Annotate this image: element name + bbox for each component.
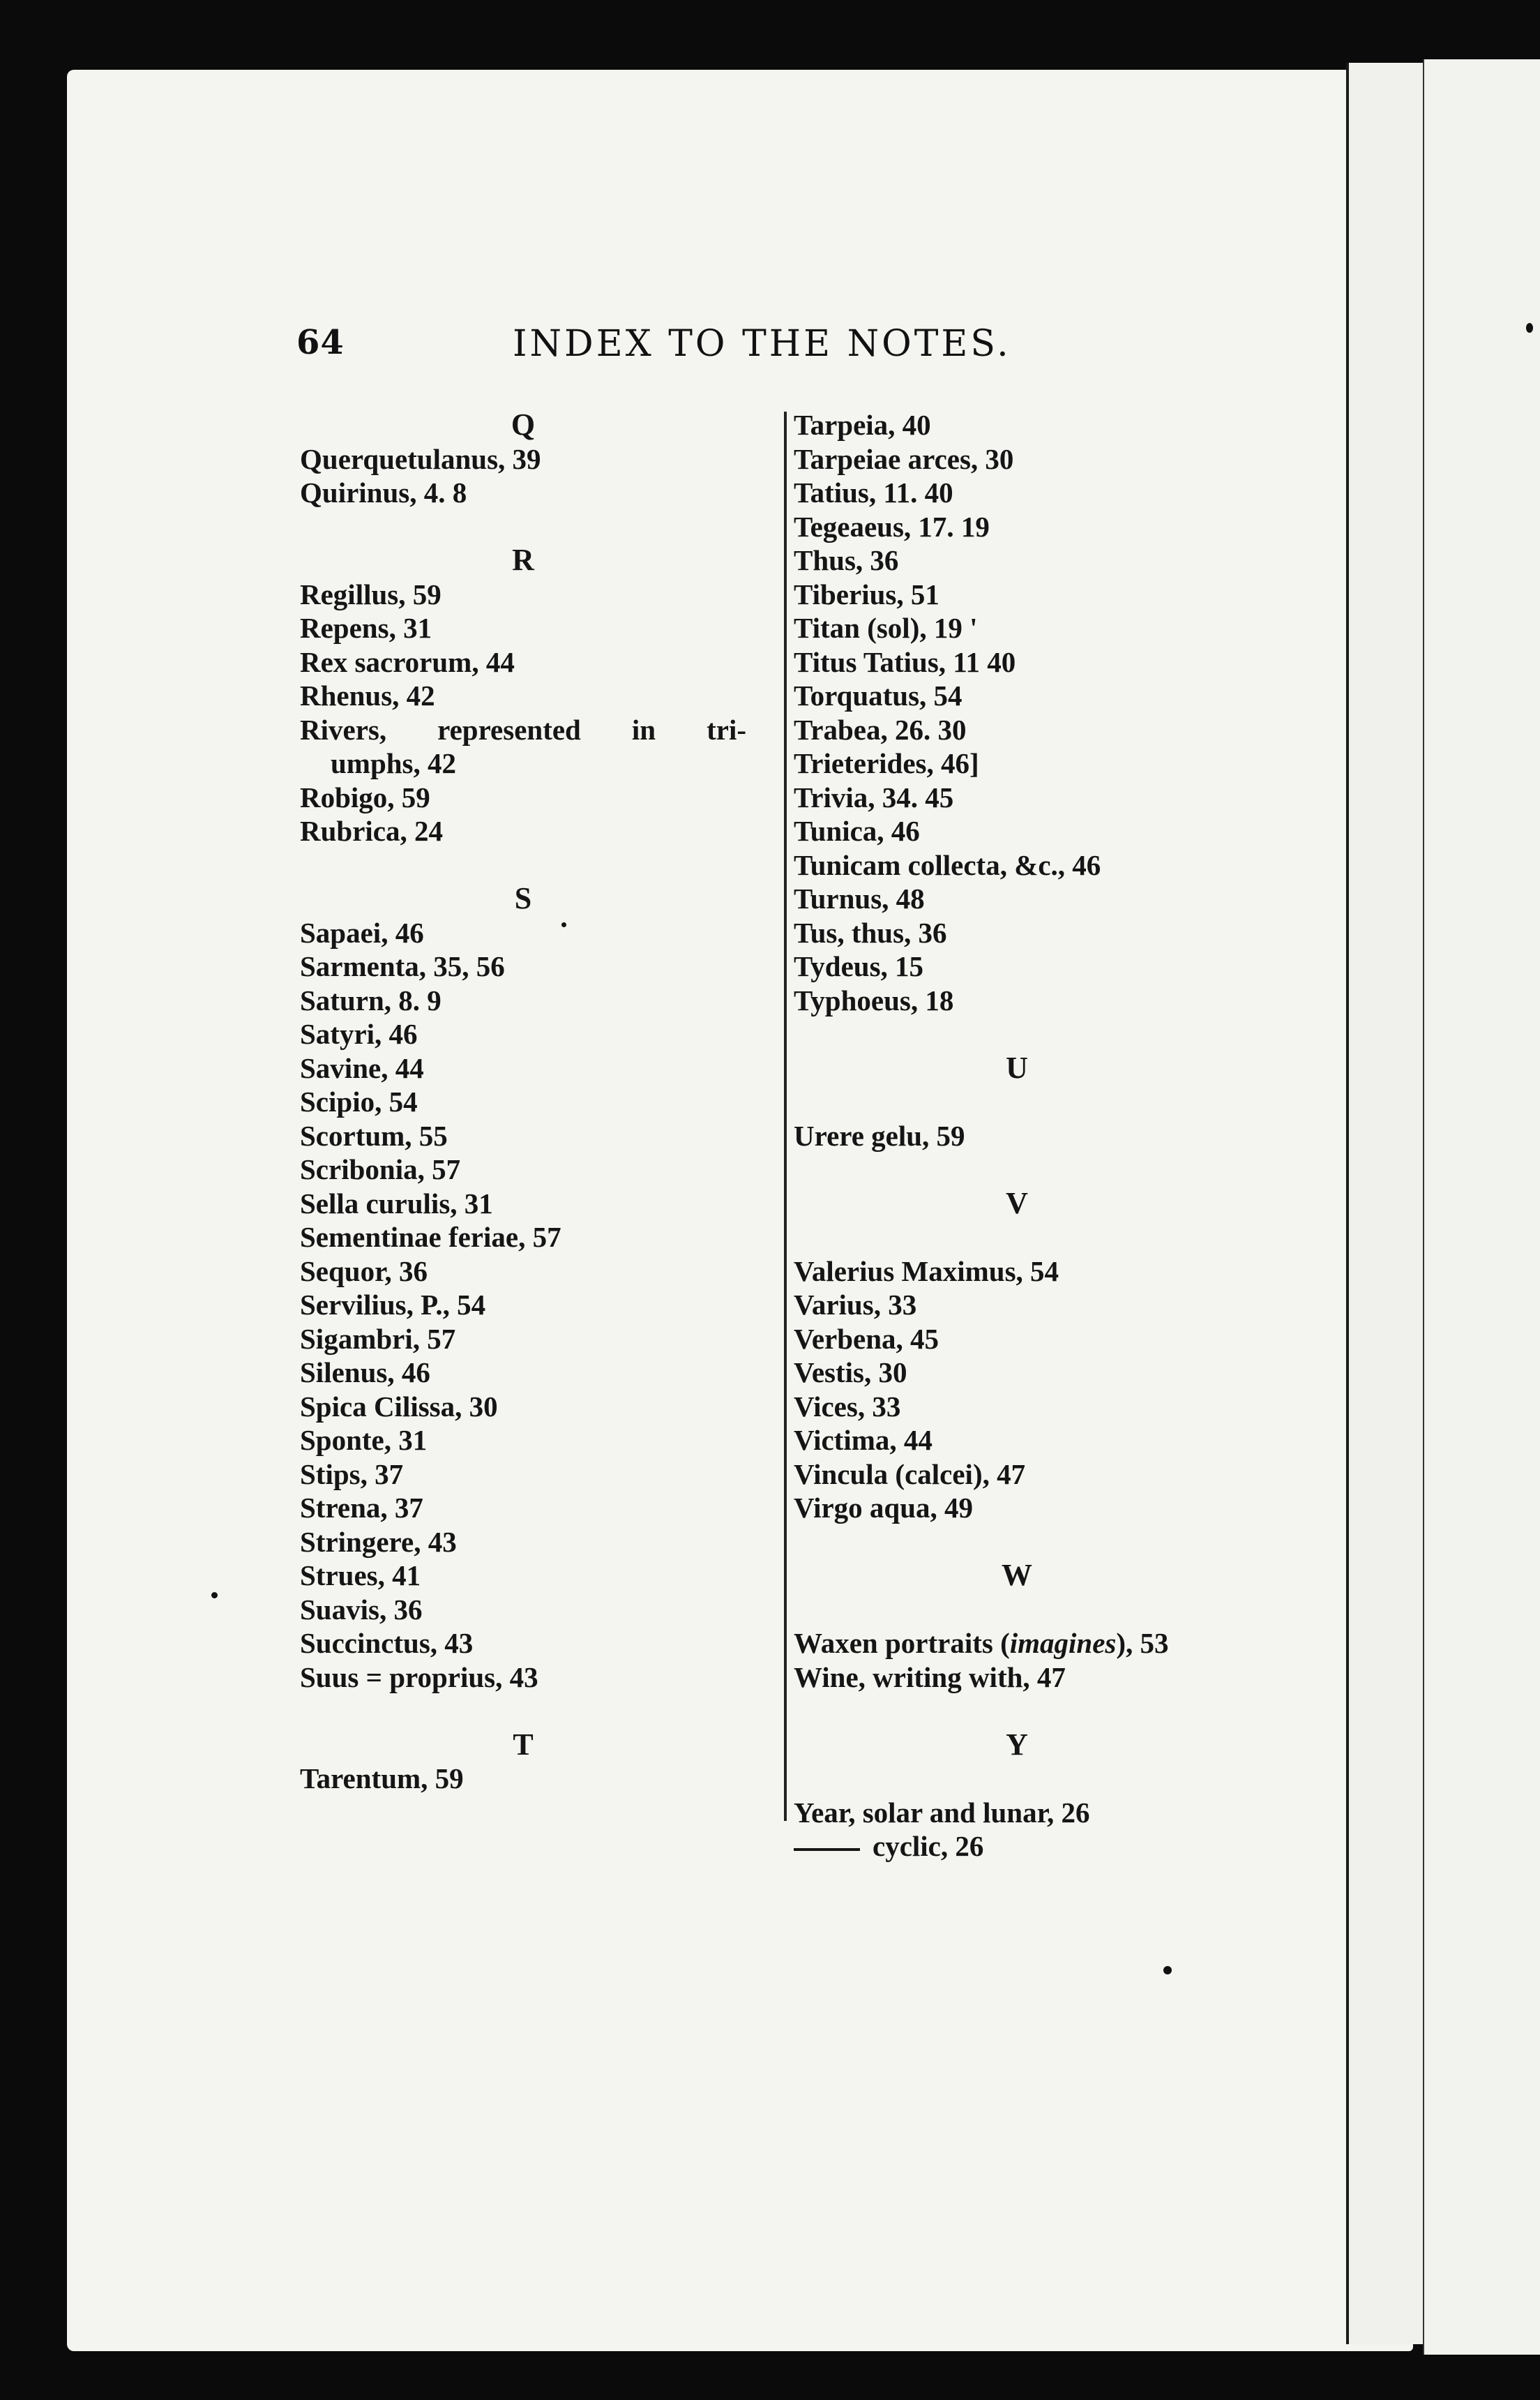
index-entry: Urere gelu, 59 xyxy=(794,1119,965,1152)
index-entry: Succinctus, 43 xyxy=(300,1627,474,1659)
index-entry: Sigambri, 57 xyxy=(300,1322,456,1355)
index-entry-waxen xyxy=(794,1626,1240,1660)
index-entry: Typhoeus, 18 xyxy=(794,984,954,1017)
index-entry: Satyri, 46 xyxy=(300,1018,418,1050)
index-entry: Scortum, 55 xyxy=(300,1119,448,1152)
index-entry: Titus Tatius, 11 40 xyxy=(794,645,1016,678)
word: tri- xyxy=(707,713,746,746)
section-letter-q: Q xyxy=(511,407,536,442)
index-entry: Robigo, 59 xyxy=(300,781,430,813)
text: cyclic, 26 xyxy=(873,1830,984,1862)
index-entry: Varius, 33 xyxy=(794,1289,917,1321)
index-entry: Sarmenta, 35, 56 xyxy=(300,950,505,982)
index-entry: Verbena, 45 xyxy=(794,1322,939,1355)
facing-page-strip xyxy=(1423,59,1540,2355)
index-entry: Trivia, 34. 45 xyxy=(794,781,954,813)
index-entry: Regillus, 59 xyxy=(300,578,441,610)
index-entry: Servilius, P., 54 xyxy=(300,1289,486,1321)
index-entry: Quirinus, 4. 8 xyxy=(300,477,467,509)
ink-speck xyxy=(1526,323,1533,333)
index-entry: Scipio, 54 xyxy=(300,1086,418,1118)
index-entry: Trabea, 26. 30 xyxy=(794,713,967,746)
index-entry: Tydeus, 15 xyxy=(794,950,924,982)
index-entry: Tarentum, 59 xyxy=(300,1762,464,1794)
index-entry: Sequor, 36 xyxy=(300,1254,428,1287)
index-entry: Year, solar and lunar, 26 xyxy=(794,1796,1090,1829)
page-edge xyxy=(1346,63,1426,2344)
index-entry: Repens, 31 xyxy=(300,612,432,644)
section-letter-u: U xyxy=(1006,1050,1028,1085)
index-entry: Vestis, 30 xyxy=(794,1356,907,1388)
index-entry: Suus = proprius, 43 xyxy=(300,1660,538,1693)
index-entry: Saturn, 8. 9 xyxy=(300,984,441,1017)
index-entry: Thus, 36 xyxy=(794,544,899,576)
running-title: INDEX TO THE NOTES. xyxy=(513,323,1011,365)
index-entry: Rhenus, 42 xyxy=(300,680,435,712)
index-entry: Silenus, 46 xyxy=(300,1356,430,1388)
index-entry-rivers xyxy=(300,713,746,747)
index-entry: Wine, writing with, 47 xyxy=(794,1660,1066,1693)
italic-text: imagines xyxy=(1009,1627,1117,1659)
index-entry: Victima, 44 xyxy=(794,1424,933,1456)
index-entry: Tarpeiae arces, 30 xyxy=(794,442,1014,475)
index-entry: Rex sacrorum, 44 xyxy=(300,645,515,678)
index-entry: Turnus, 48 xyxy=(794,883,925,915)
index-entry: Tegeaeus, 17. 19 xyxy=(794,510,990,543)
text: ), 53 xyxy=(1116,1627,1169,1659)
page-header xyxy=(296,317,1064,373)
index-entry: Tatius, 11. 40 xyxy=(794,477,953,509)
index-entry: Savine, 44 xyxy=(300,1051,424,1084)
index-entry: Titan (sol), 19 ' xyxy=(794,612,978,644)
index-entry: Tus, thus, 36 xyxy=(794,916,947,949)
word: in xyxy=(631,713,656,746)
section-letter-v: V xyxy=(1006,1185,1028,1220)
index-entry: Tiberius, 51 xyxy=(794,578,939,610)
word: represented xyxy=(437,713,581,746)
text: Waxen portraits ( xyxy=(794,1627,1010,1659)
column-divider xyxy=(784,412,787,1821)
section-letter-t: T xyxy=(513,1727,534,1762)
index-entry: Sella curulis, 31 xyxy=(300,1187,493,1220)
ink-speck xyxy=(1163,1966,1172,1974)
section-letter-w: W xyxy=(1002,1558,1032,1592)
index-entry: Strues, 41 xyxy=(300,1559,421,1591)
ditto-dash xyxy=(794,1848,860,1851)
index-entry: Stringere, 43 xyxy=(300,1525,457,1558)
index-column-left xyxy=(300,408,746,1796)
page-number: 64 xyxy=(296,323,345,362)
index-column-right xyxy=(794,408,1240,1863)
index-entry: Sponte, 31 xyxy=(300,1424,428,1456)
section-letter-y: Y xyxy=(1006,1727,1028,1762)
index-entry: Strena, 37 xyxy=(300,1492,423,1524)
ink-speck xyxy=(561,922,566,927)
index-entry: Virgo aqua, 49 xyxy=(794,1492,974,1524)
index-entry: Tunicam collecta, &c., 46 xyxy=(794,848,1101,881)
index-entry-subentry xyxy=(794,1829,1240,1863)
index-entry: Valerius Maximus, 54 xyxy=(794,1254,1059,1287)
index-entry: Trieterides, 46] xyxy=(794,747,979,779)
index-entry: Tunica, 46 xyxy=(794,815,920,847)
section-letter-r: R xyxy=(512,543,534,577)
index-entry: Spica Cilissa, 30 xyxy=(300,1390,498,1423)
index-entry: Stips, 37 xyxy=(300,1457,404,1490)
section-letter-s: S xyxy=(514,881,532,915)
index-entry: Sapaei, 46 xyxy=(300,916,424,949)
word: Rivers, xyxy=(300,713,387,746)
index-entry: Scribonia, 57 xyxy=(300,1153,461,1185)
index-entry: Vices, 33 xyxy=(794,1390,901,1423)
index-entry: Tarpeia, 40 xyxy=(794,409,931,441)
index-entry: Querquetulanus, 39 xyxy=(300,442,541,475)
index-entry: Sementinae feriae, 57 xyxy=(300,1221,561,1253)
ink-speck xyxy=(211,1592,218,1598)
index-entry: Vincula (calcei), 47 xyxy=(794,1457,1026,1490)
index-entry: Torquatus, 54 xyxy=(794,680,962,712)
index-entry: Suavis, 36 xyxy=(300,1593,423,1626)
index-entry-continued: umphs, 42 xyxy=(331,747,457,779)
index-entry: Rubrica, 24 xyxy=(300,815,443,847)
